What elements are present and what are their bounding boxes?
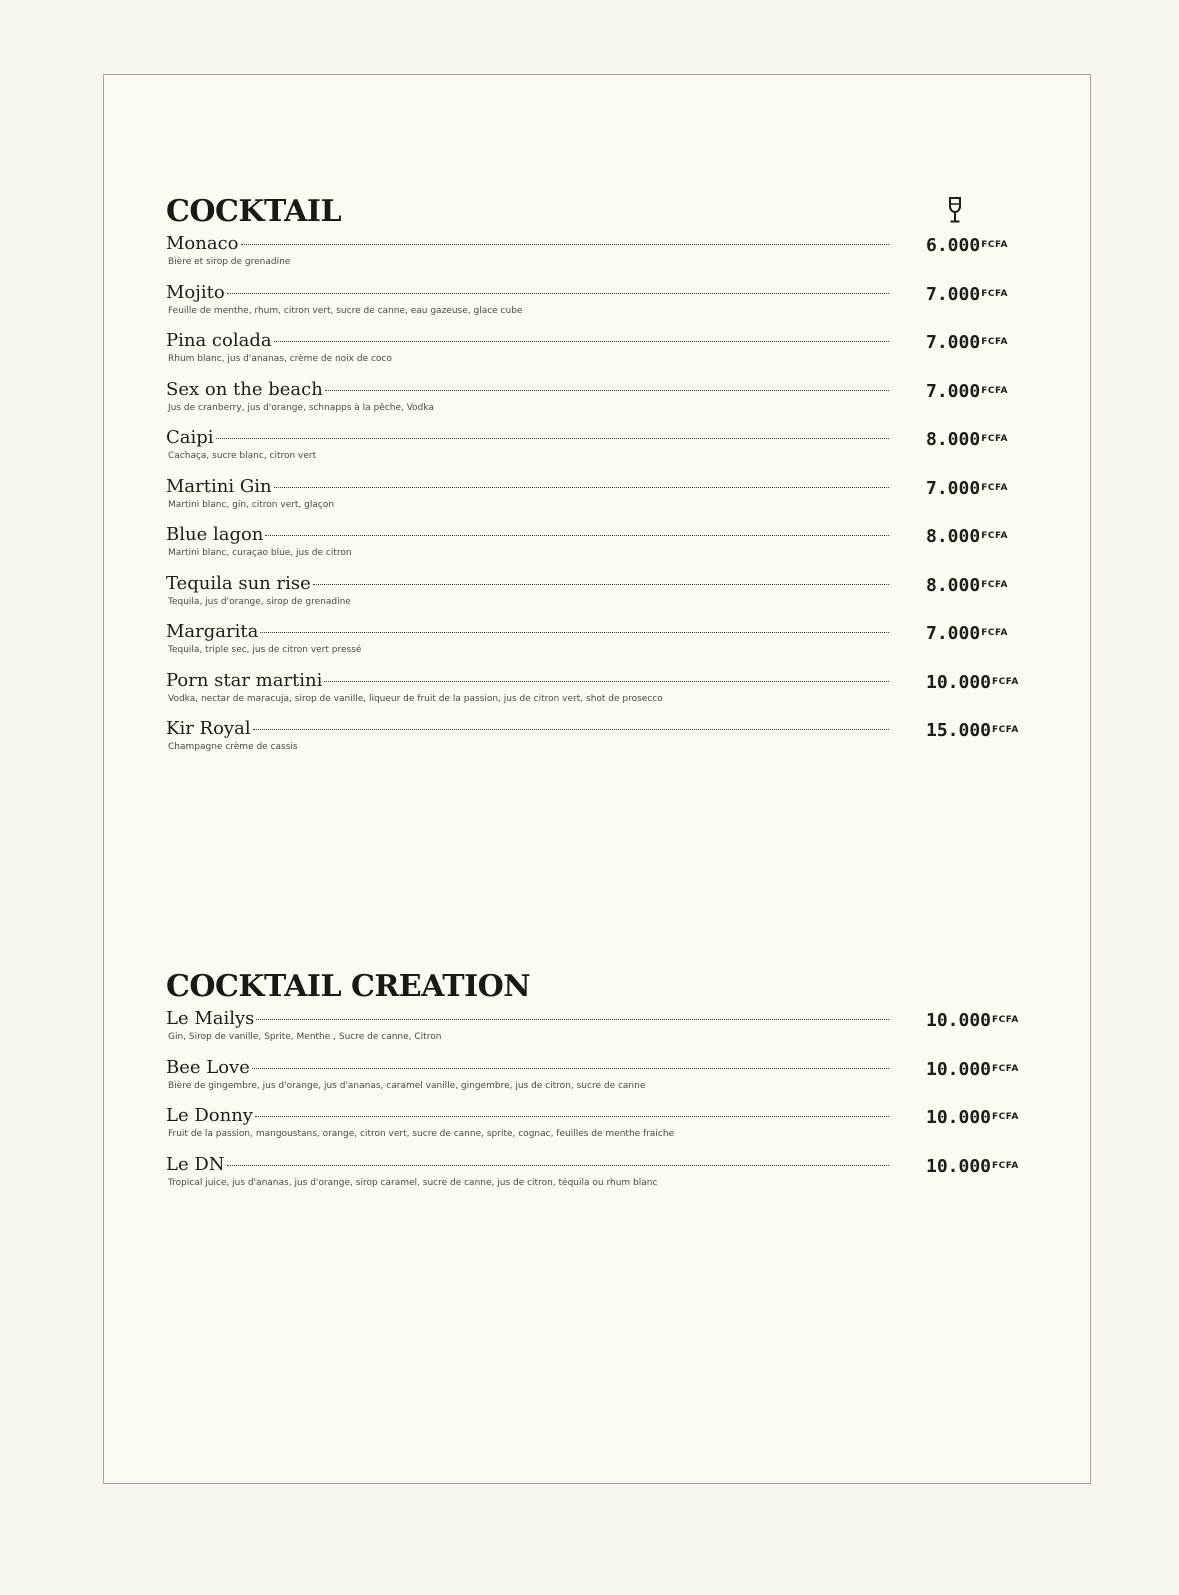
menu-item	[166, 329, 1031, 378]
menu-item	[166, 281, 1031, 330]
item-name: Margarita	[166, 621, 259, 642]
name-row	[166, 281, 889, 305]
dot-leader	[227, 1164, 889, 1166]
menu-item	[166, 523, 1031, 572]
menu-item	[166, 620, 1031, 669]
currency-label: FCFA	[981, 482, 1009, 493]
name-row	[166, 523, 889, 547]
price-value: 8.000	[926, 526, 981, 547]
item-description: Bière et sirop de grenadine	[168, 257, 291, 267]
section-header	[166, 192, 1031, 232]
item-name: Mojito	[166, 281, 225, 303]
item-price	[926, 719, 1019, 743]
currency-label: FCFA	[992, 1015, 1019, 1025]
item-description: Bière de gingembre, jus d'orange, jus d'ananas, caramel vanille, gingembre, jus de citron, sucre de canne	[168, 1080, 646, 1091]
item-price	[926, 477, 1008, 501]
item-description: Cachaça, sucre blanc, citron vert	[168, 451, 317, 461]
item-description: Tequila, triple sec, jus de citron vert pressé	[168, 645, 362, 655]
item-name: Pina colada	[166, 330, 272, 351]
item-name: Le Mailys	[166, 1008, 255, 1029]
item-description: Martini blanc, gin, citron vert, glaçon	[168, 499, 335, 510]
section-cocktail	[166, 192, 1031, 766]
item-list	[166, 1007, 1031, 1201]
item-price	[926, 622, 1008, 646]
menu-item	[166, 572, 1031, 621]
name-row	[166, 572, 889, 596]
item-name: Le DN	[166, 1153, 225, 1175]
currency-label: FCFA	[981, 337, 1009, 347]
name-row	[166, 378, 889, 402]
currency-label: FCFA	[981, 240, 1009, 250]
menu-item	[166, 717, 1031, 766]
currency-label: FCFA	[981, 288, 1009, 299]
item-list	[166, 232, 1031, 766]
menu-item	[166, 1104, 1031, 1153]
item-description: Gin, Sirop de vanille, Sprite, Menthe , Sucre de canne, Citron	[168, 1032, 442, 1042]
section-title: COCKTAIL	[166, 194, 342, 229]
menu-item	[166, 426, 1031, 475]
item-name: Porn star martini	[166, 669, 323, 691]
dot-leader	[325, 389, 889, 391]
dot-leader	[252, 1067, 889, 1069]
price-value: 10.000	[926, 1058, 992, 1080]
name-row	[166, 1056, 889, 1080]
item-description: Vodka, nectar de maracuja, sirop de vanille, liqueur de fruit de la passion, jus de citron vert, shot de prosecco	[168, 693, 663, 704]
item-description: Rhum blanc, jus d'ananas, crème de noix de coco	[168, 354, 392, 364]
price-value: 10.000	[926, 1107, 992, 1128]
dot-leader	[255, 1115, 889, 1117]
price-value: 15.000	[926, 720, 992, 741]
currency-label: FCFA	[992, 1160, 1019, 1171]
item-price	[926, 574, 1008, 598]
item-price	[926, 234, 1008, 258]
price-value: 10.000	[926, 1155, 992, 1177]
item-name: Sex on the beach	[166, 378, 323, 400]
currency-label: FCFA	[992, 676, 1019, 687]
currency-label: FCFA	[992, 725, 1019, 735]
dot-leader	[241, 243, 889, 245]
wine-glass-icon	[948, 196, 962, 224]
item-price	[926, 1106, 1019, 1130]
item-name: Le Donny	[166, 1105, 253, 1126]
currency-label: FCFA	[981, 434, 1009, 444]
dot-leader	[274, 486, 889, 488]
menu-item	[166, 669, 1031, 718]
section-cocktail-creation	[166, 967, 1031, 1201]
item-price	[926, 331, 1008, 355]
dot-leader	[227, 292, 889, 294]
item-description: Fruit de la passion, mangoustans, orange, citron vert, sucre de canne, sprite, cognac, feuilles de menthe fraiche	[168, 1129, 675, 1139]
item-price	[926, 428, 1008, 452]
currency-label: FCFA	[981, 531, 1009, 541]
menu-item	[166, 1153, 1031, 1202]
name-row	[166, 669, 889, 693]
item-description: Feuille de menthe, rhum, citron vert, sucre de canne, eau gazeuse, glace cube	[168, 305, 523, 316]
name-row	[166, 1007, 889, 1031]
item-name: Blue lagon	[166, 524, 264, 545]
name-row	[166, 620, 889, 644]
item-name: Tequila sun rise	[166, 572, 311, 594]
menu-item	[166, 1007, 1031, 1056]
name-row	[166, 329, 889, 353]
item-description: Tequila, jus d'orange, sirop de grenadine	[168, 596, 351, 607]
menu-item	[166, 232, 1031, 281]
item-name: Kir Royal	[166, 718, 251, 739]
dot-leader	[256, 1018, 889, 1020]
name-row	[166, 1104, 889, 1128]
price-value: 10.000	[926, 1010, 992, 1031]
name-row	[166, 717, 889, 741]
price-value: 8.000	[926, 574, 981, 596]
item-name: Bee Love	[166, 1056, 250, 1078]
dot-leader	[216, 437, 889, 439]
menu-item	[166, 475, 1031, 524]
dot-leader	[324, 680, 889, 682]
currency-label: FCFA	[981, 579, 1009, 590]
dot-leader	[313, 583, 889, 585]
item-price	[926, 1155, 1019, 1179]
item-description: Champagne crème de cassis	[168, 742, 298, 752]
dot-leader	[260, 631, 889, 633]
currency-label: FCFA	[981, 628, 1009, 638]
item-price	[926, 380, 1008, 404]
dot-leader	[274, 340, 889, 342]
item-name: Caipi	[166, 427, 214, 448]
section-header	[166, 967, 1031, 1007]
name-row	[166, 232, 889, 256]
price-value: 7.000	[926, 332, 981, 353]
item-description: Martini blanc, curaçao blue, jus de citron	[168, 548, 352, 558]
menu-page	[103, 74, 1091, 1484]
item-price	[926, 1009, 1019, 1033]
menu-item	[166, 1056, 1031, 1105]
item-description: Jus de cranberry, jus d'orange, schnapps à la pêche, Vodka	[168, 402, 434, 413]
dot-leader	[265, 534, 889, 536]
item-price	[926, 283, 1008, 307]
price-value: 7.000	[926, 283, 981, 305]
price-value: 10.000	[926, 671, 992, 693]
item-price	[926, 671, 1019, 695]
name-row	[166, 475, 889, 499]
item-name: Monaco	[166, 233, 239, 254]
price-value: 7.000	[926, 477, 981, 499]
currency-label: FCFA	[992, 1112, 1019, 1122]
section-title: COCKTAIL CREATION	[166, 969, 531, 1004]
name-row	[166, 426, 889, 450]
dot-leader	[253, 728, 889, 730]
name-row	[166, 1153, 889, 1177]
price-value: 6.000	[926, 235, 981, 256]
item-price	[926, 1058, 1019, 1082]
item-name: Martini Gin	[166, 475, 272, 497]
price-value: 8.000	[926, 429, 981, 450]
currency-label: FCFA	[981, 385, 1009, 396]
price-value: 7.000	[926, 623, 981, 644]
currency-label: FCFA	[992, 1063, 1019, 1074]
item-description: Tropical juice, jus d'ananas, jus d'orange, sirop caramel, sucre de canne, jus de citron, téquila ou rhum blanc	[168, 1177, 658, 1188]
item-price	[926, 525, 1008, 549]
price-value: 7.000	[926, 380, 981, 402]
menu-item	[166, 378, 1031, 427]
